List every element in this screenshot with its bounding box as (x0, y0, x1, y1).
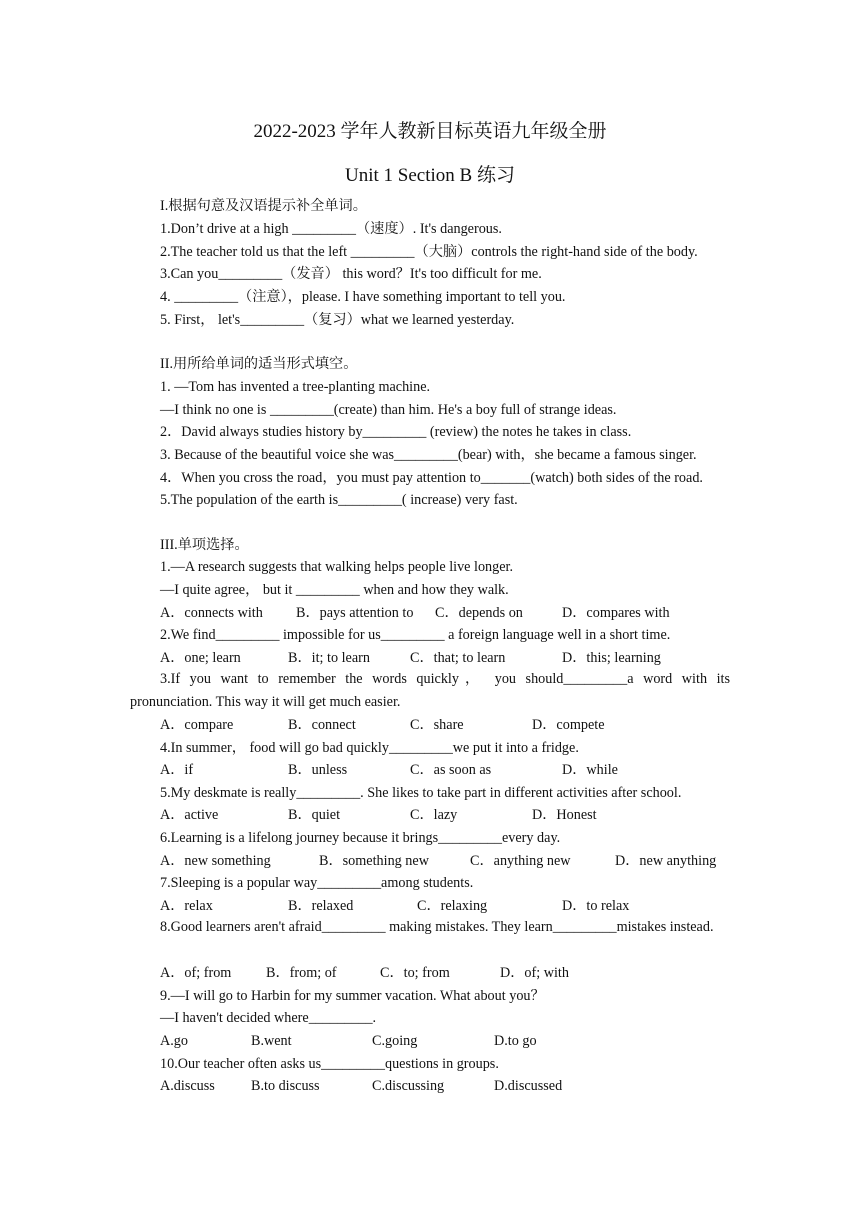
option-a: A．one; learn (160, 650, 241, 666)
question-6: 6.Learning is a lifelong journey because it brings_________every day. (160, 830, 561, 846)
option-c: C．lazy (410, 807, 458, 823)
option-b: B．pays attention to (296, 605, 414, 621)
question-9b: —I haven't decided where_________. (160, 1010, 377, 1026)
question-2: 2.We find_________ impossible for us_________ a foreign language well in a short time. (160, 627, 671, 643)
option-b: B．from; of (266, 965, 337, 981)
section2-item-1b: —I think no one is _________(create) than him. He's a boy full of strange ideas. (160, 402, 617, 418)
option-c: C.discussing (372, 1078, 445, 1094)
option-a: A．if (160, 762, 194, 778)
section2-heading: II.用所给单词的适当形式填空。 (160, 356, 358, 372)
option-c: C.going (372, 1033, 418, 1049)
option-a: A．of; from (160, 965, 232, 981)
option-d: D．of; with (500, 965, 569, 981)
option-b: B.to discuss (251, 1078, 320, 1094)
question-4: 4.In summer， food will go bad quickly_________we put it into a fridge. (160, 740, 579, 756)
section1-item-2: 2.The teacher told us that the left _________（大脑）controls the right-hand side of the body. (160, 244, 698, 260)
section1-heading: I.根据句意及汉语提示补全单词。 (160, 198, 367, 214)
page-title: 2022-2023 学年人教新目标英语九年级全册 (253, 121, 607, 142)
section2-item-1a: 1. —Tom has invented a tree-planting machine. (160, 379, 431, 395)
option-c: C．anything new (470, 853, 571, 869)
section1-item-4: 4. _________（注意），please. I have something important to tell you. (160, 289, 566, 305)
option-d: D．to relax (562, 898, 630, 914)
section2-item-4: 4．When you cross the road，you must pay attention to_______(watch) both sides of the road. (160, 470, 703, 486)
option-c: C．that; to learn (410, 650, 506, 666)
option-d: D．this; learning (562, 650, 661, 666)
option-c: C．to; from (380, 965, 450, 981)
option-b: B．relaxed (288, 898, 354, 914)
question-3: 3.If you want to remember the words quickly， you should_________a word with its pronunciation. This way it will get much easier. (130, 671, 730, 710)
option-a: A．compare (160, 717, 234, 733)
section1-item-5: 5. First， let's_________（复习）what we learned yesterday. (160, 312, 515, 328)
page-subtitle: Unit 1 Section B 练习 (345, 165, 515, 186)
option-d: D.discussed (494, 1078, 563, 1094)
section1-item-1: 1.Don’t drive at a high _________（速度）. It's dangerous. (160, 221, 502, 237)
question-1a: 1.—A research suggests that walking helps people live longer. (160, 559, 514, 575)
option-c: C．share (410, 717, 464, 733)
option-d: D.to go (494, 1033, 537, 1049)
option-d: D．compete (532, 717, 605, 733)
section3-heading: III.单项选择。 (160, 537, 249, 553)
option-b: B．unless (288, 762, 348, 778)
section1-item-3: 3.Can you_________（发音） this word？It's too difficult for me. (160, 266, 542, 282)
option-c: C．relaxing (417, 898, 488, 914)
section2-item-5: 5.The population of the earth is_________( increase) very fast. (160, 492, 518, 508)
option-d: D．while (562, 762, 618, 778)
option-a: A．connects with (160, 605, 263, 621)
question-10: 10.Our teacher often asks us_________questions in groups. (160, 1056, 499, 1072)
section2-item-3: 3. Because of the beautiful voice she was_________(bear) with，she became a famous singer. (160, 447, 697, 463)
option-c: C．as soon as (410, 762, 492, 778)
option-c: C．depends on (435, 605, 523, 621)
option-b: B．it; to learn (288, 650, 370, 666)
option-a: A.go (160, 1033, 188, 1049)
option-d: D．compares with (562, 605, 670, 621)
option-b: B．quiet (288, 807, 341, 823)
section2-item-2: 2．David always studies history by_________ (review) the notes he takes in class. (160, 424, 632, 440)
question-9a: 9.—I will go to Harbin for my summer vacation. What about you？ (160, 988, 545, 1004)
option-b: B．connect (288, 717, 356, 733)
question-8: 8.Good learners aren't afraid_________ making mistakes. They learn_________mistakes instead. (160, 919, 714, 935)
option-b: B．something new (319, 853, 429, 869)
question-1b: —I quite agree， but it _________ when and how they walk. (160, 582, 509, 598)
option-a: A.discuss (160, 1078, 215, 1094)
option-b: B.went (251, 1033, 292, 1049)
option-d: D．new anything (615, 853, 717, 869)
option-d: D．Honest (532, 807, 597, 823)
option-a: A．new something (160, 853, 271, 869)
question-7: 7.Sleeping is a popular way_________among students. (160, 875, 474, 891)
option-a: A．active (160, 807, 219, 823)
option-a: A．relax (160, 898, 213, 914)
question-5: 5.My deskmate is really_________. She likes to take part in different activities after school. (160, 785, 682, 801)
